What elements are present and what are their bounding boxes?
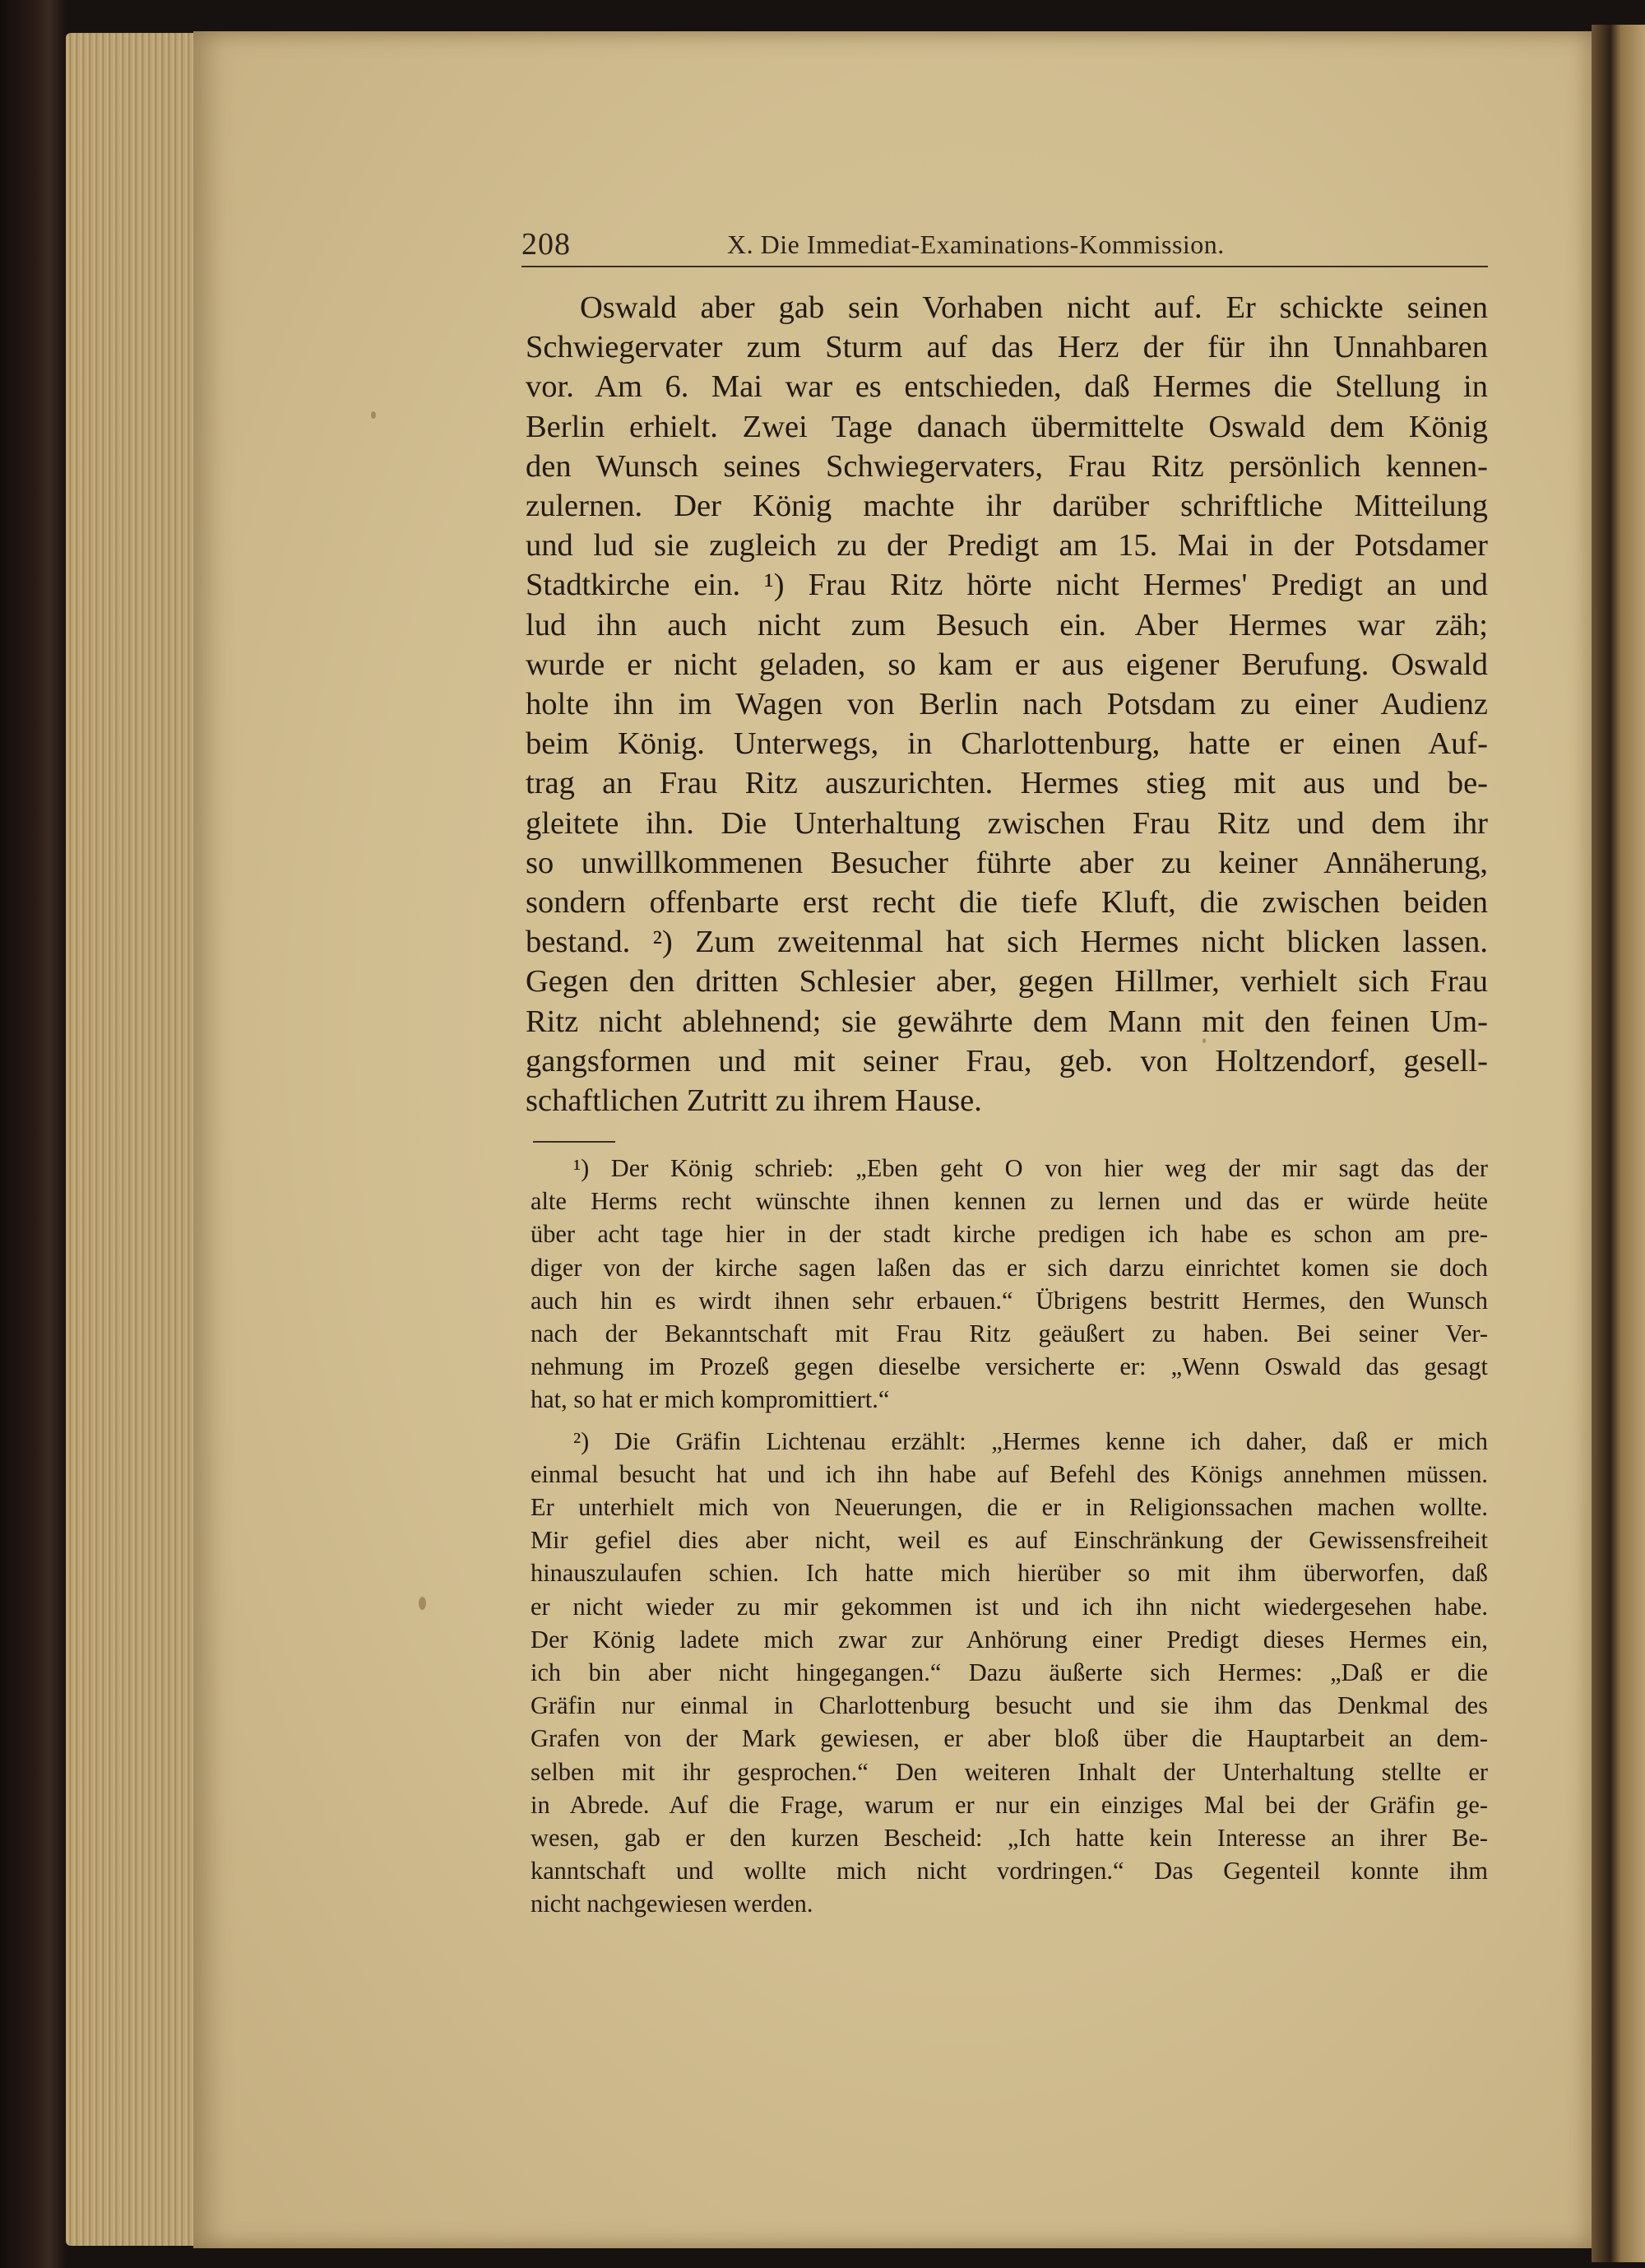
footnote-rule [533,1141,615,1143]
running-head: X. Die Immediat-Examinations-Kommission. [727,230,1225,259]
page-header [521,226,1488,264]
footnote-line: er nicht wieder zu mir gekommen ist und ich ihn nicht wiedergesehen habe. [531,1592,1488,1621]
footnote-line: ¹) Der König schrieb: „Eben geht O von hier weg der mir sagt das der [573,1154,1488,1182]
text-line: Schwiegervater zum Sturm auf das Herz der für ihn Unnahbaren [526,330,1488,365]
text-line: gleitete ihn. Die Unterhaltung zwischen Frau Ritz und dem ihr [526,805,1488,841]
text-line: wurde er nicht geladen, so kam er aus eigener Berufung. Oswald [526,647,1488,682]
text-line: schaftlichen Zutritt zu ihrem Hause. [526,1083,982,1119]
footnote-line: in Abrede. Auf die Frage, warum er nur ein einziges Mal bei der Gräfin ge- [531,1790,1488,1819]
header-rule [521,266,1488,267]
footnote-line: nach der Bekanntschaft mit Frau Ritz geäußert zu haben. Bei seiner Ver- [531,1320,1488,1348]
footnote-line: hat, so hat er mich kompromittiert.“ [531,1385,890,1414]
paper-speck [419,1597,426,1610]
text-line: Oswald aber gab sein Vorhaben nicht auf. Er schickte seinen [580,290,1488,325]
footnote-line: nehmung im Prozeß gegen dieselbe versicherte er: „Wenn Oswald das gesagt [531,1352,1488,1381]
text-line: beim König. Unterwegs, in Charlottenburg, hatte er einen Auf- [526,726,1488,762]
stacked-page-edges [66,33,206,2246]
text-line: so unwillkommenen Besucher führte aber zu keiner Annäherung, [526,845,1488,880]
text-line: Gegen den dritten Schlesier aber, gegen Hillmer, verhielt sich Frau [526,964,1488,999]
footnote-line: Er unterhielt mich von Neuerungen, die er in Religionssachen machen wollte. [531,1493,1488,1522]
text-line: Berlin erhielt. Zwei Tage danach übermittelte Oswald dem König [526,409,1488,444]
footnote-line: selben mit ihr gesprochen.“ Den weiteren Inhalt der Unterhaltung stellte er [531,1757,1488,1786]
text-line: vor. Am 6. Mai war es entschieden, daß Hermes die Stellung in [526,369,1488,405]
text-line: holte ihn im Wagen von Berlin nach Potsdam zu einer Audienz [526,687,1488,722]
footnote-line: Der König ladete mich zwar zur Anhörung einer Predigt dieses Hermes ein, [531,1625,1488,1653]
text-line: trag an Frau Ritz auszurichten. Hermes stieg mit aus und be- [526,766,1488,801]
text-line: zulernen. Der König machte ihr darüber schriftliche Mitteilung [526,489,1488,524]
footnote-line: Gräfin nur einmal in Charlottenburg besucht und sie ihm das Denkmal des [531,1691,1488,1720]
right-page-shadow [1592,25,1645,2262]
text-line: gangsformen und mit seiner Frau, geb. von Holtzendorf, gesell- [526,1043,1488,1078]
page-number: 208 [521,227,571,262]
footnote-line: alte Herms recht wünschte ihnen kennen zu lernen und das er würde heüte [531,1187,1488,1216]
footnote-line: ²) Die Gräfin Lichtenau erzählt: „Hermes kenne ich daher, daß er mich [573,1426,1488,1455]
text-line: und lud sie zugleich zu der Predigt am 15. Mai in der Potsdamer [526,528,1488,564]
footnotes [531,1152,1488,1921]
footnote-line: auch hin es wirdt ihnen sehr erbauen.“ Übrigens bestritt Hermes, den Wunsch [531,1286,1488,1315]
paper-speck [371,411,376,419]
footnote-line: nicht nachgewiesen werden. [531,1890,813,1918]
footnote-1 [531,1152,1488,1417]
text-line: sondern offenbarte erst recht die tiefe Kluft, die zwischen beiden [526,885,1488,921]
footnote-2 [531,1425,1488,1921]
text-line: den Wunsch seines Schwiegervaters, Frau Ritz persönlich kennen- [526,448,1488,484]
footnote-line: Mir gefiel dies aber nicht, weil es auf Einschränkung der Gewissensfreiheit [531,1526,1488,1555]
footnote-line: über acht tage hier in der stadt kirche predigen ich habe es schon am pre- [531,1220,1488,1249]
footnote-line: einmal besucht hat und ich ihn habe auf Befehl des Königs annehmen müssen. [531,1459,1488,1488]
footnote-line: wesen, gab er den kurzen Bescheid: „Ich hatte kein Interesse an ihrer Be- [531,1824,1488,1853]
text-line: lud ihn auch nicht zum Besuch ein. Aber Hermes war zäh; [526,607,1488,642]
footnote-line: hinauszulaufen schien. Ich hatte mich hierüber so mit ihm überworfen, daß [531,1559,1488,1588]
text-line: Ritz nicht ablehnend; sie gewährte dem Mann mit den feinen Um- [526,1004,1488,1039]
text-line: bestand. ²) Zum zweitenmal hat sich Hermes nicht blicken lassen. [526,925,1488,960]
footnote-line: ich bin aber nicht hingegangen.“ Dazu äußerte sich Hermes: „Daß er die [531,1658,1488,1687]
main-text [526,288,1488,1120]
text-line: Stadtkirche ein. ¹) Frau Ritz hörte nicht Hermes' Predigt an und [526,568,1488,603]
footnote-line: Grafen von der Mark gewiesen, er aber bloß über die Hauptarbeit an dem- [531,1724,1488,1753]
footnote-line: kanntschaft und wollte mich nicht vordringen.“ Das Gegenteil konnte ihm [531,1857,1488,1885]
footnote-gap [531,1417,1488,1425]
footnote-line: diger von der kirche sagen laßen das er sich darzu einrichtet komen sie doch [531,1253,1488,1282]
book-cover-edge [0,0,66,2268]
